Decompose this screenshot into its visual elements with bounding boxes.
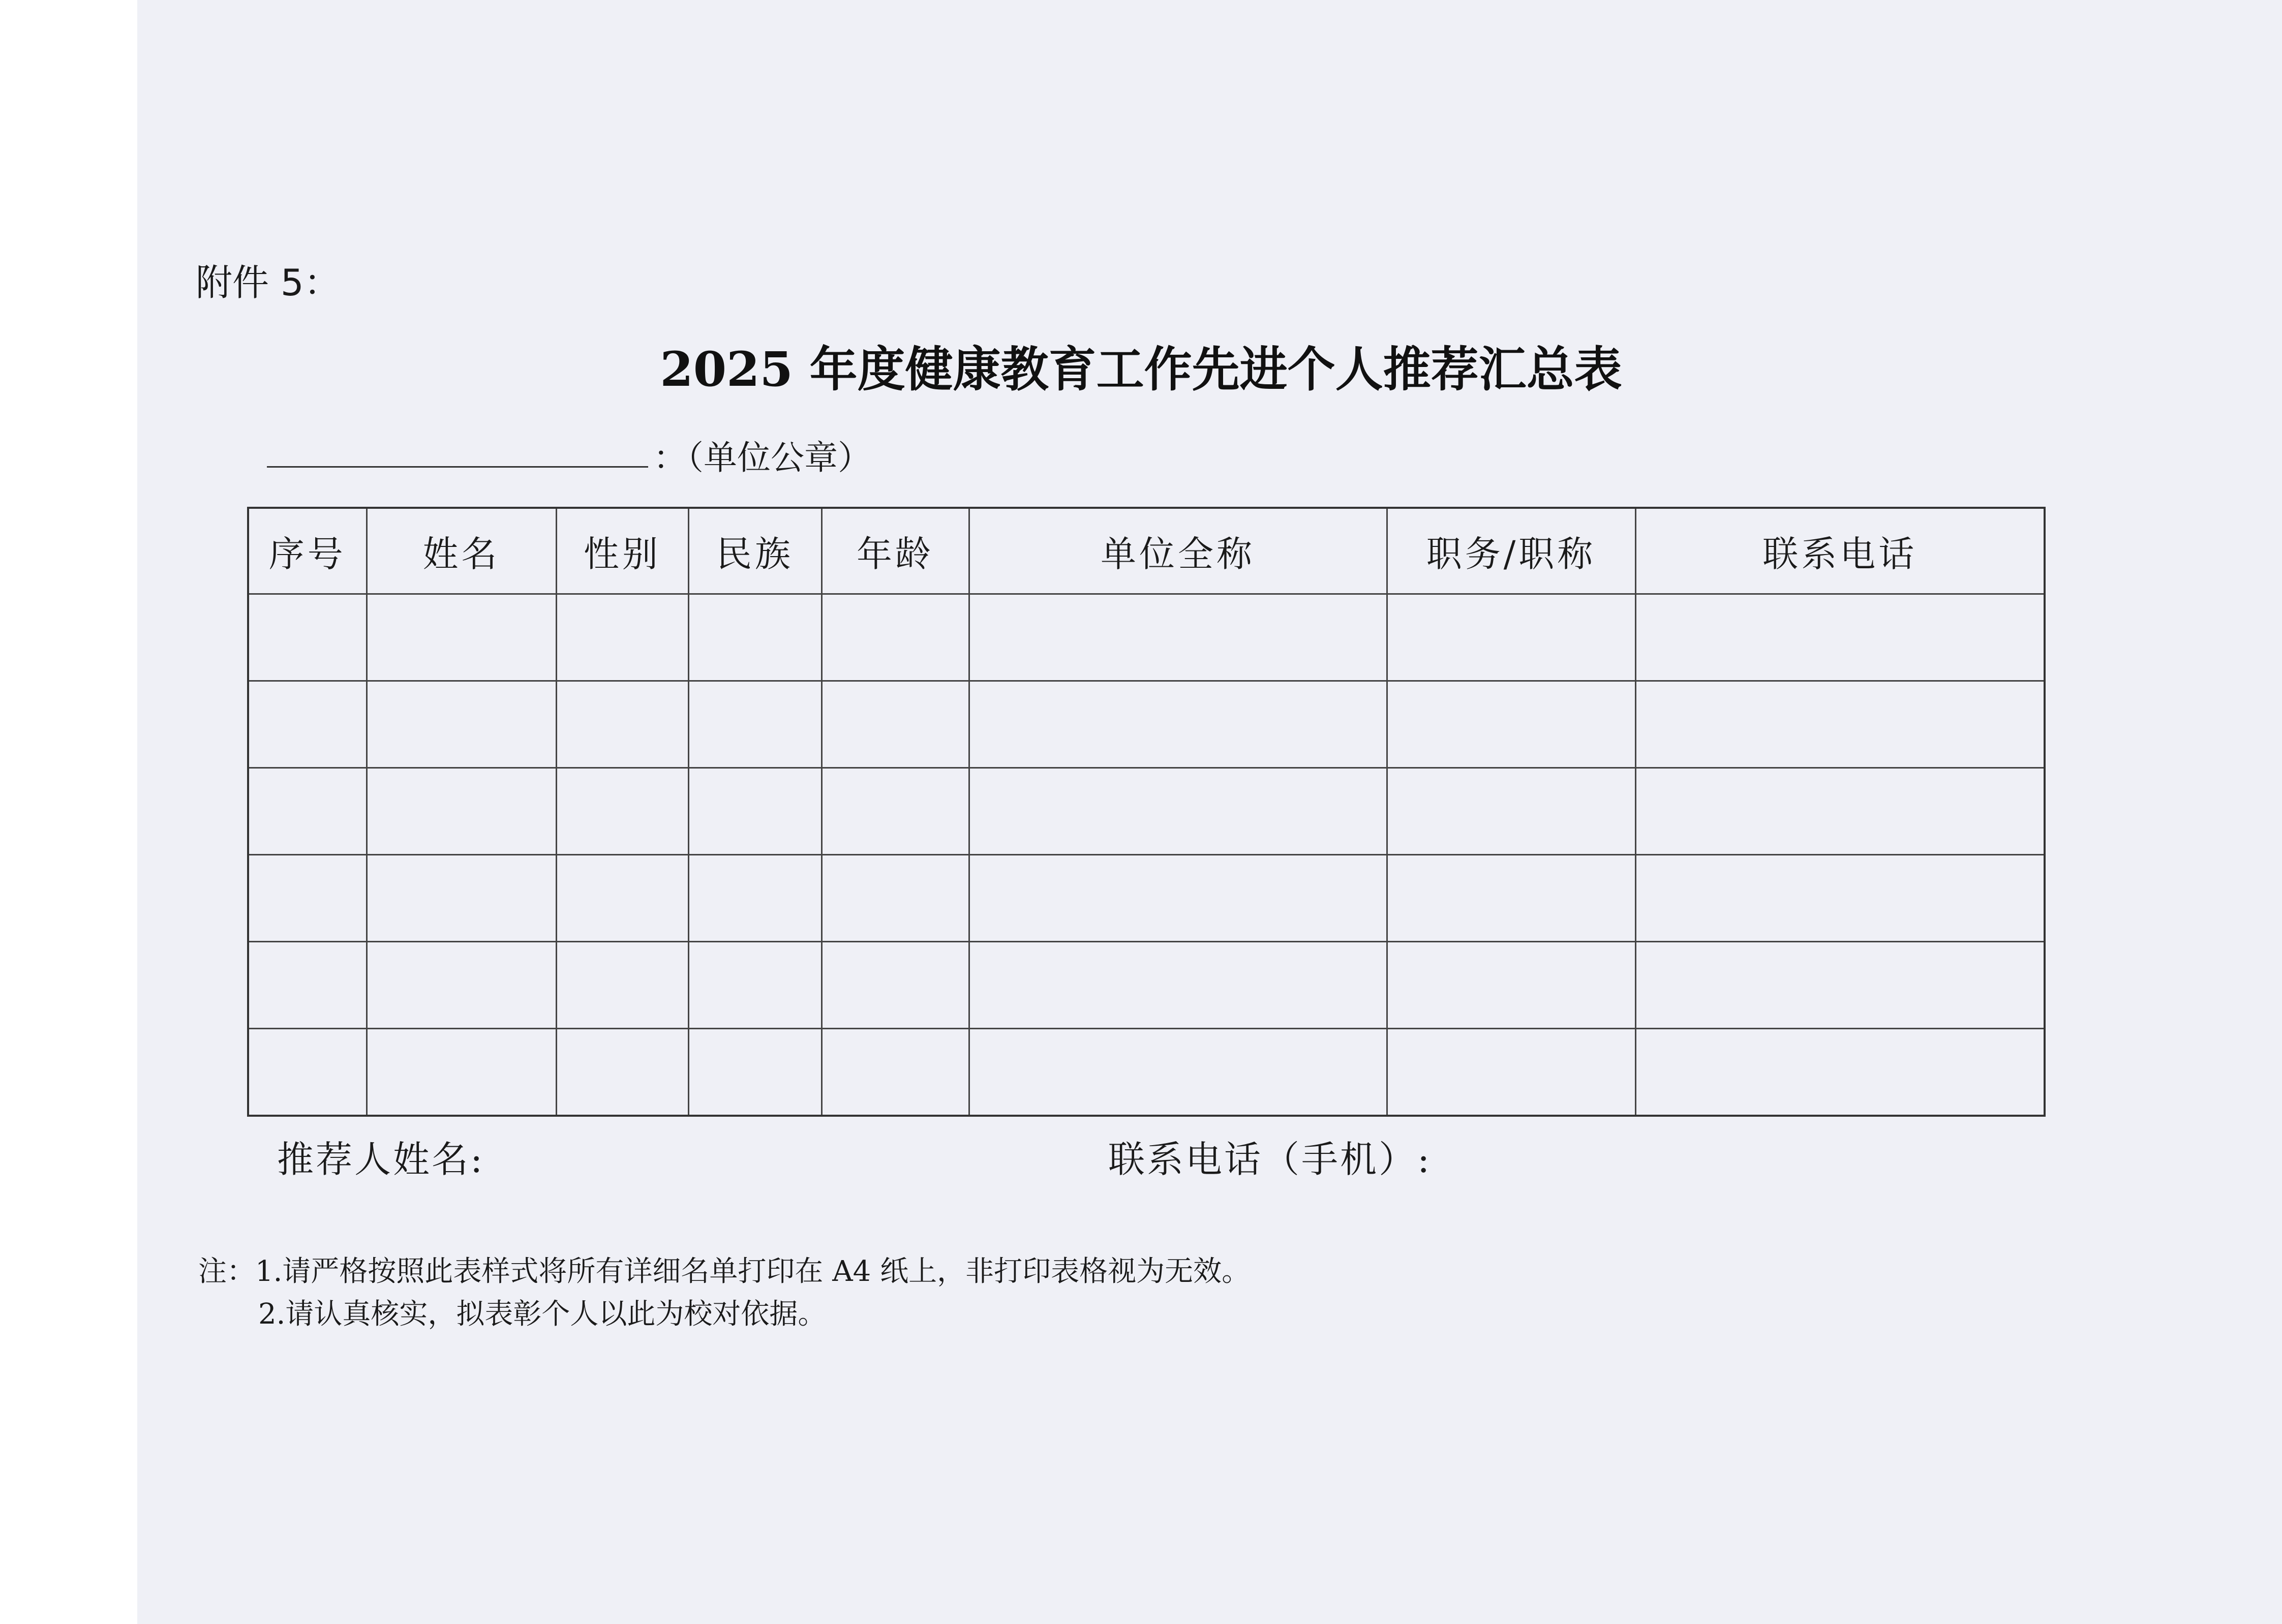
table-cell[interactable] xyxy=(1635,942,2045,1029)
table-row xyxy=(248,855,2045,942)
scan-border xyxy=(0,0,137,1624)
recommendation-table xyxy=(247,507,2046,1117)
table-cell[interactable] xyxy=(556,681,688,768)
table-cell[interactable] xyxy=(556,942,688,1029)
header-ethnicity: 民族 xyxy=(688,508,821,594)
table-cell[interactable] xyxy=(1635,1029,2045,1116)
table-cell[interactable] xyxy=(821,594,969,681)
table-cell[interactable] xyxy=(821,681,969,768)
table-header-row xyxy=(248,508,2045,594)
table-cell[interactable] xyxy=(969,942,1387,1029)
table-cell[interactable] xyxy=(688,594,821,681)
table-cell[interactable] xyxy=(1387,594,1635,681)
table-cell[interactable] xyxy=(1387,942,1635,1029)
table-cell[interactable] xyxy=(367,942,556,1029)
header-name: 姓名 xyxy=(367,508,556,594)
table-cell[interactable] xyxy=(1635,768,2045,855)
table-cell[interactable] xyxy=(969,594,1387,681)
table-cell[interactable] xyxy=(367,855,556,942)
table-cell[interactable] xyxy=(367,594,556,681)
table-cell[interactable] xyxy=(1387,681,1635,768)
table-cell[interactable] xyxy=(1387,768,1635,855)
recommender-phone-label: 联系电话（手机）: xyxy=(1108,1138,1432,1181)
table-cell[interactable] xyxy=(556,594,688,681)
table-cell[interactable] xyxy=(556,855,688,942)
table-cell[interactable] xyxy=(248,855,367,942)
note-line-1: 注：1.请严格按照此表样式将所有详细名单打印在 A4 纸上，非打印表格视为无效。 xyxy=(198,1255,1251,1288)
table-cell[interactable] xyxy=(248,768,367,855)
table-cell[interactable] xyxy=(367,1029,556,1116)
header-organization: 单位全称 xyxy=(969,508,1387,594)
table-cell[interactable] xyxy=(367,768,556,855)
table-cell[interactable] xyxy=(688,855,821,942)
table-row xyxy=(248,594,2045,681)
header-gender: 性别 xyxy=(556,508,688,594)
table-cell[interactable] xyxy=(969,681,1387,768)
table-cell[interactable] xyxy=(248,1029,367,1116)
table-cell[interactable] xyxy=(969,855,1387,942)
table-cell[interactable] xyxy=(821,942,969,1029)
notes-section xyxy=(198,1250,1250,1336)
seal-label: ：（单位公章） xyxy=(653,438,871,477)
table-cell[interactable] xyxy=(821,855,969,942)
table-cell[interactable] xyxy=(688,942,821,1029)
seal-blank-underline xyxy=(267,466,648,468)
seal-line xyxy=(267,438,871,477)
page-title: 2025 年度健康教育工作先进个人推荐汇总表 xyxy=(660,342,1622,397)
table-cell[interactable] xyxy=(367,681,556,768)
table-cell[interactable] xyxy=(821,1029,969,1116)
table-cell[interactable] xyxy=(688,681,821,768)
table-cell[interactable] xyxy=(969,768,1387,855)
table-cell[interactable] xyxy=(688,768,821,855)
recommender-name-label: 推荐人姓名: xyxy=(277,1138,485,1181)
table-row xyxy=(248,681,2045,768)
header-phone: 联系电话 xyxy=(1635,508,2045,594)
table-cell[interactable] xyxy=(248,681,367,768)
table-cell[interactable] xyxy=(1635,594,2045,681)
table-cell[interactable] xyxy=(969,1029,1387,1116)
table-cell[interactable] xyxy=(248,942,367,1029)
header-age: 年龄 xyxy=(821,508,969,594)
table-row xyxy=(248,1029,2045,1116)
table-cell[interactable] xyxy=(556,1029,688,1116)
header-position-title: 职务/职称 xyxy=(1387,508,1635,594)
table-cell[interactable] xyxy=(1635,681,2045,768)
table-cell[interactable] xyxy=(248,594,367,681)
table-cell[interactable] xyxy=(556,768,688,855)
table-cell[interactable] xyxy=(1387,1029,1635,1116)
note-line-2: 2.请认真核实，拟表彰个人以此为校对依据。 xyxy=(258,1298,827,1331)
table-row xyxy=(248,768,2045,855)
table-cell[interactable] xyxy=(821,768,969,855)
header-serial: 序号 xyxy=(248,508,367,594)
table-cell[interactable] xyxy=(688,1029,821,1116)
table-cell[interactable] xyxy=(1635,855,2045,942)
attachment-label: 附件 5： xyxy=(196,261,341,304)
table-row xyxy=(248,942,2045,1029)
table-cell[interactable] xyxy=(1387,855,1635,942)
